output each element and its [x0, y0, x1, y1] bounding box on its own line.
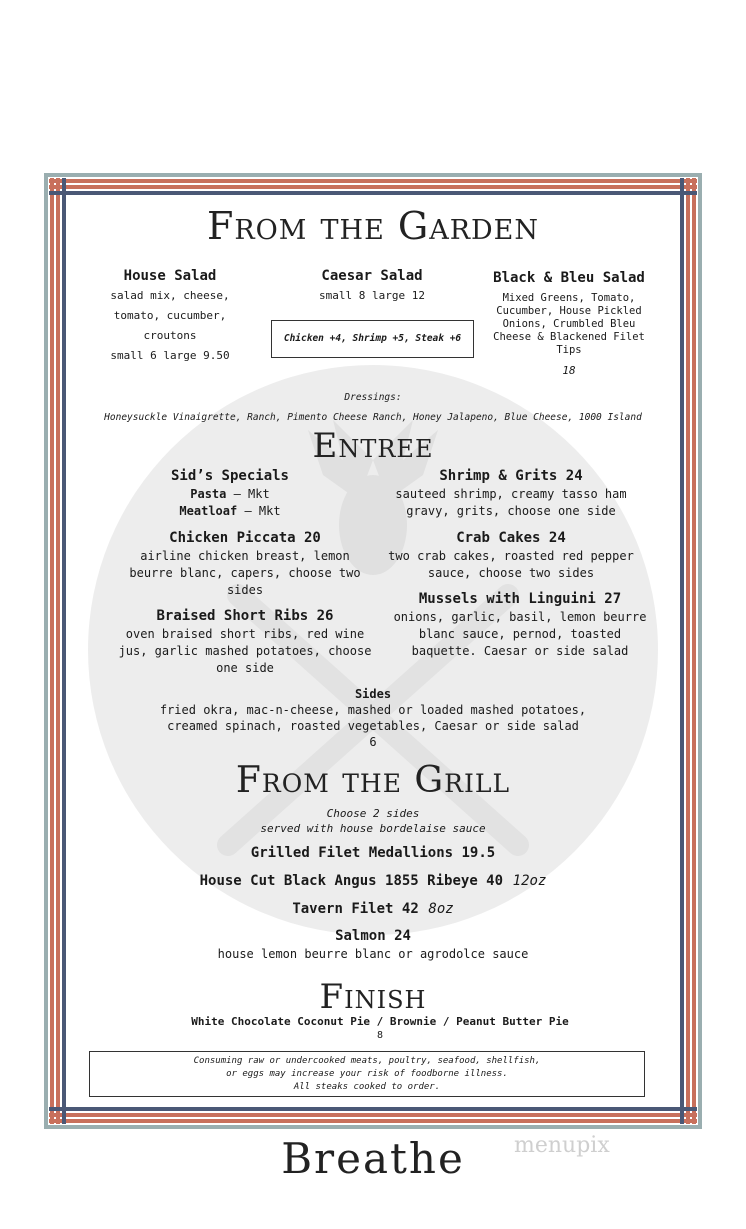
- item-desc: Onions, Crumbled Bleu: [502, 318, 636, 330]
- item-size: 12oz: [512, 873, 547, 889]
- pasta-price: – Mkt: [226, 487, 270, 501]
- item-desc: Cucumber, House Pickled: [496, 305, 642, 317]
- border-line: [49, 1107, 697, 1111]
- grill-note: Choose 2 sides: [326, 807, 420, 820]
- item-name: Crab Cakes 24: [456, 530, 566, 546]
- item-price: 6: [369, 735, 377, 749]
- item-desc: creamed spinach, roasted vegetables, Caesar or side salad: [167, 719, 579, 733]
- item-name: Black & Bleu Salad: [493, 270, 645, 286]
- house-salad: [90, 266, 250, 366]
- item-name: House Cut Black Angus 1855 Ribeye 40: [199, 873, 504, 889]
- border-line: [49, 191, 697, 195]
- shrimp-grits: [376, 467, 646, 520]
- item-desc: baquette. Caesar or side salad: [411, 644, 629, 658]
- chicken-piccata: [110, 529, 380, 599]
- food-safety-disclaimer: [89, 1051, 645, 1097]
- salmon: Salmon 24: [335, 928, 411, 944]
- item-desc: fried okra, mac-n-cheese, mashed or loaded mashed potatoes,: [159, 703, 587, 717]
- item-name: Tavern Filet 42: [292, 901, 419, 917]
- item-desc: airline chicken breast, lemon: [140, 549, 350, 563]
- entree-heading: Entree: [312, 426, 434, 466]
- item-desc: Mixed Greens, Tomato,: [502, 292, 636, 304]
- item-name: Braised Short Ribs 26: [156, 608, 334, 624]
- disclaimer-line: or eggs may increase your risk of foodborne illness.: [226, 1069, 508, 1079]
- caesar-salad: [272, 266, 472, 306]
- item-price: small 8 large 12: [319, 289, 425, 302]
- protein-addons-box: [271, 320, 474, 358]
- salmon-desc: house lemon beurre blanc or agrodolce sauce: [217, 947, 529, 961]
- item-desc: tomato, cucumber,: [113, 309, 227, 322]
- pasta-label: Pasta: [190, 487, 227, 501]
- item-desc: sides: [226, 583, 264, 597]
- item-price: 18: [562, 364, 576, 377]
- brand-logo-text: Breathe: [281, 1134, 465, 1183]
- item-desc: salad mix, cheese,: [110, 289, 230, 302]
- dessert-price: 8: [376, 1030, 384, 1041]
- tavern-filet: [0, 899, 746, 918]
- crab-cakes: [370, 529, 652, 582]
- border-line: [44, 173, 702, 177]
- black-bleu-salad: [484, 268, 654, 378]
- item-name: House Salad: [123, 268, 217, 284]
- grill-note: served with house bordelaise sauce: [260, 822, 486, 835]
- item-desc: oven braised short ribs, red wine: [125, 627, 365, 641]
- border-line: [44, 1125, 702, 1129]
- item-desc: Tips: [556, 344, 582, 356]
- item-desc: croutons: [143, 329, 197, 342]
- meatloaf-label: Meatloaf: [179, 504, 238, 518]
- item-desc: two crab cakes, roasted red pepper: [388, 549, 634, 563]
- menupix-watermark: menupix: [514, 1133, 610, 1158]
- border-line: [49, 1119, 697, 1123]
- finish-heading: Finish: [319, 977, 427, 1017]
- item-desc: Cheese & Blackened Filet: [493, 331, 645, 343]
- disclaimer-line: All steaks cooked to order.: [293, 1082, 441, 1092]
- item-size: 8oz: [428, 901, 454, 917]
- item-name: Sides: [354, 687, 392, 701]
- item-name: Mussels with Linguini 27: [418, 591, 622, 607]
- item-desc: sauteed shrimp, creamy tasso ham: [395, 487, 627, 501]
- item-name: Shrimp & Grits 24: [439, 468, 583, 484]
- item-desc: beurre blanc, capers, choose two: [129, 566, 361, 580]
- grill-heading: From the Grill: [235, 760, 511, 801]
- dressings-label: Dressings:: [344, 392, 402, 403]
- grilled-filet-medallions: Grilled Filet Medallions 19.5: [250, 845, 496, 861]
- item-desc: one side: [216, 661, 274, 675]
- ribeye: [0, 871, 746, 890]
- item-desc: onions, garlic, basil, lemon beurre: [393, 610, 647, 624]
- sides: [100, 686, 646, 750]
- item-name: Chicken Piccata 20: [169, 530, 321, 546]
- sids-specials: [130, 467, 330, 520]
- braised-short-ribs: [100, 607, 390, 677]
- item-desc: jus, garlic mashed potatoes, choose: [118, 644, 372, 658]
- desserts: White Chocolate Coconut Pie / Brownie / Peanut Butter Pie: [191, 1015, 569, 1028]
- border-line: [49, 1113, 697, 1117]
- garden-heading: From the Garden: [206, 204, 540, 248]
- meatloaf-price: – Mkt: [237, 504, 281, 518]
- item-desc: gravy, grits, choose one side: [406, 504, 616, 518]
- disclaimer-line: Consuming raw or undercooked meats, poultry, seafood, shellfish,: [193, 1056, 541, 1066]
- dressings-list: Honeysuckle Vinaigrette, Ranch, Pimento Cheese Ranch, Honey Jalapeno, Blue Cheese, 1000 Island: [104, 412, 642, 423]
- border-line: [49, 179, 697, 183]
- item-name: Caesar Salad: [321, 268, 423, 284]
- item-desc: blanc sauce, pernod, toasted: [418, 627, 622, 641]
- addons-text: Chicken +4, Shrimp +5, Steak +6: [283, 333, 462, 344]
- mussels-linguini: [370, 590, 670, 660]
- item-name: Sid’s Specials: [170, 468, 289, 484]
- item-desc: sauce, choose two sides: [427, 566, 595, 580]
- item-price: small 6 large 9.50: [110, 349, 230, 362]
- border-line: [49, 185, 697, 189]
